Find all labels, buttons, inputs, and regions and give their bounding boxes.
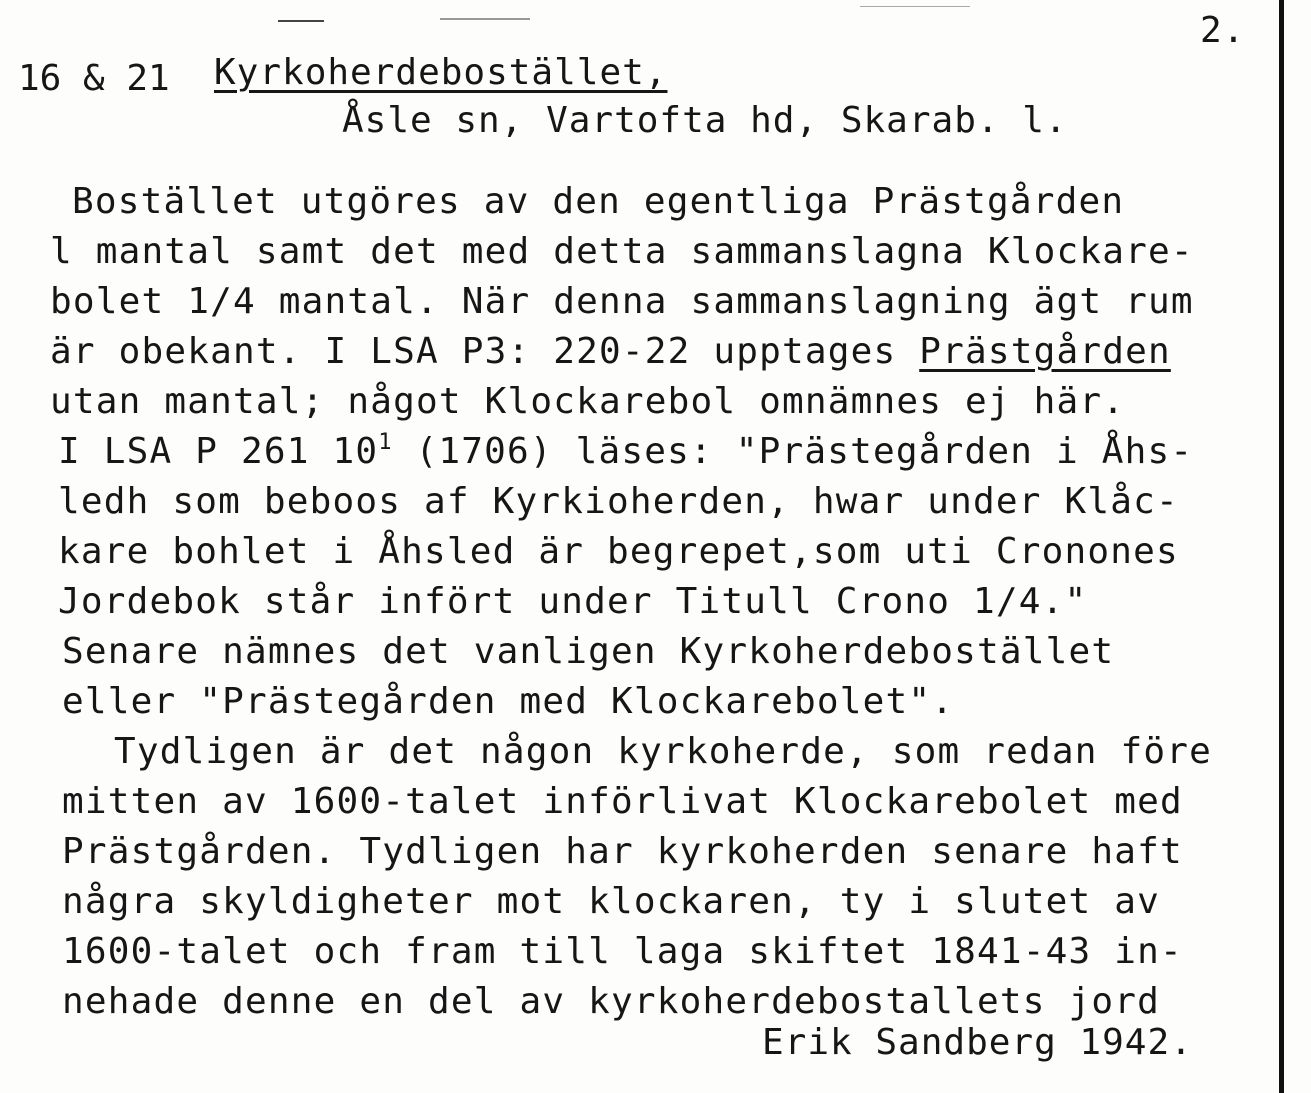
- card-id: 16 & 21: [18, 58, 170, 99]
- body-line: l mantal samt det med detta sammanslagna Klockare-: [50, 231, 1194, 272]
- body-line: Bostället utgöres av den egentliga Prästgården: [72, 181, 1125, 222]
- body-line: I LSA P 261 $10^1$ (1706) läses: "Prästegården i Åhs-: [58, 430, 1194, 472]
- signature: Erik Sandberg 1942.: [762, 1022, 1193, 1063]
- page-number: 2.: [1200, 10, 1246, 51]
- underlined-word: Prästgården: [919, 331, 1171, 372]
- body-line: 1600-talet och fram till laga skiftet 1841-43 in-: [62, 931, 1183, 972]
- scan-speck: [860, 6, 970, 7]
- body-line: ledh som beboos af Kyrkioherden, hwar under Klåc-: [58, 481, 1179, 522]
- body-line: bolet 1/4 mantal. När denna sammanslagning ägt rum: [50, 281, 1194, 322]
- scan-speck: [440, 18, 530, 20]
- body-line: Prästgården. Tydligen har kyrkoherden senare haft: [62, 831, 1183, 872]
- body-line: Tydligen är det någon kyrkoherde, som redan före: [114, 731, 1212, 772]
- body-line: Senare nämnes det vanligen Kyrkoherdebostället: [62, 631, 1115, 672]
- body-line: är obekant. I LSA P3: 220-22 upptages Prästgården: [50, 331, 1171, 372]
- scan-speck: [278, 20, 324, 22]
- body-line: nehade denne en del av kyrkoherdebostallets jord: [62, 981, 1160, 1022]
- body-line: mitten av 1600-talet införlivat Klockarebolet med: [62, 781, 1183, 822]
- location-line: Åsle sn, Vartofta hd, Skarab. l.: [342, 100, 1068, 141]
- card-title: Kyrkoherdebostället,: [214, 52, 668, 93]
- body-line: några skyldigheter mot klockaren, ty i slutet av: [62, 881, 1160, 922]
- superscript: 1: [378, 430, 393, 455]
- body-line: eller "Prästegården med Klockarebolet".: [62, 681, 955, 722]
- body-line: Jordebok står infört under Titull Crono 1/4.": [58, 581, 1088, 622]
- card-edge: [1279, 0, 1284, 1093]
- body-line: utan mantal; något Klockarebol omnämnes ej här.: [50, 381, 1126, 422]
- body-line: kare bohlet i Åhsled är begrepet,som uti Cronones: [58, 531, 1179, 572]
